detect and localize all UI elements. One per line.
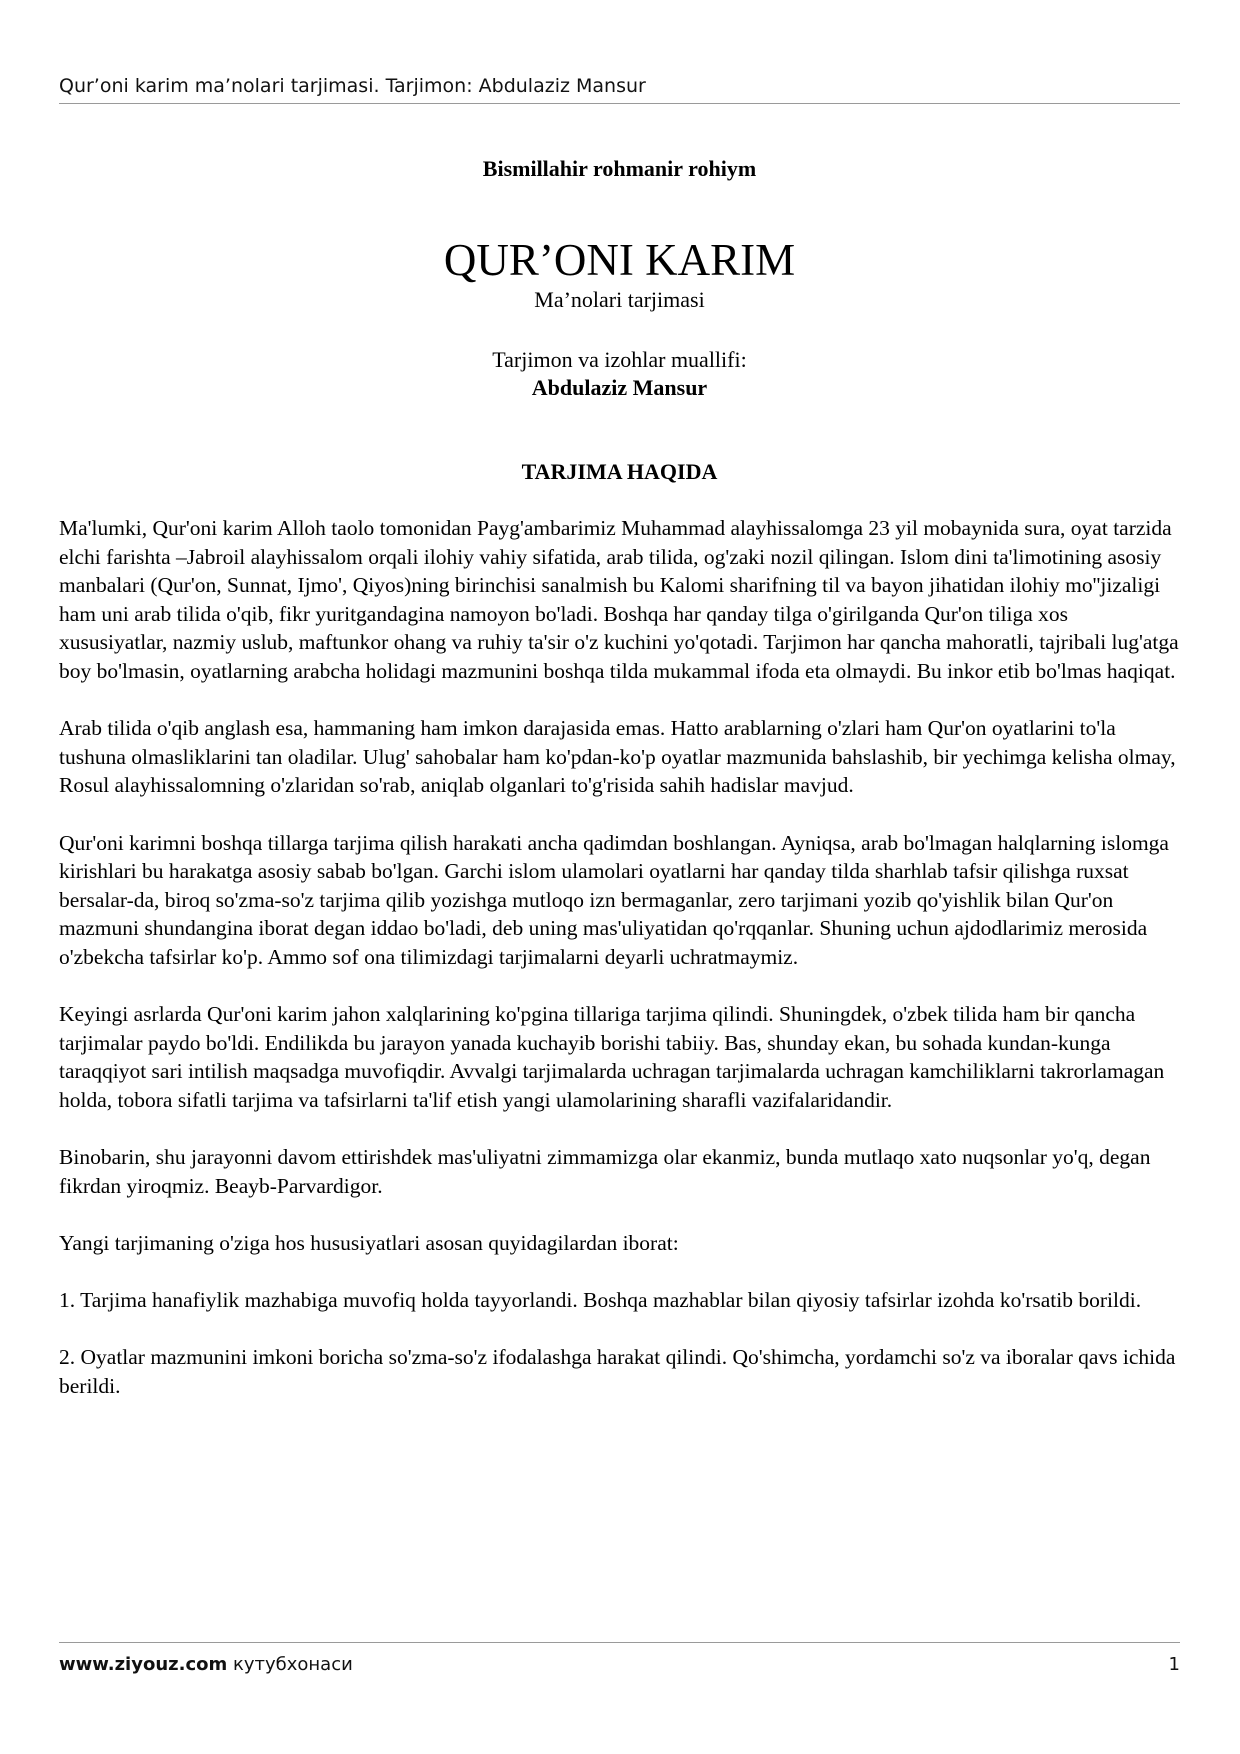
footer-library-label: кутубхонаси xyxy=(232,1654,353,1675)
footer-divider xyxy=(59,1642,1180,1643)
running-header-text: Qur’oni karim ma’nolari tarjimasi. Tarjimon: Abdulaziz Mansur xyxy=(59,75,646,97)
translator-name: Abdulaziz Mansur xyxy=(531,375,708,400)
list-item: 2. Oyatlar mazmunini imkoni boricha so'zma-so'z ifodalashga harakat qilindi. Qo'shimcha, yordamchi so'z va iboralar qavs ichida berildi. xyxy=(59,1345,1176,1398)
section-heading: TARJIMA HAQIDA xyxy=(521,459,718,484)
paragraph: Qur'oni karimni boshqa tillarga tarjima qilish harakati ancha qadimdan boshlangan. Ayniqsa, arab bo'lmagan halqlarning islomga kirishlari bu harakatga asosiy sabab bo'lgan. Garchi islom ulamolari oyatlarni har qanday tilda sharhlab tafsir qilishga ruxsat bersalar-da, biroq so'zma-so'z tarjima qilib yozishga mutloqo izn bermaganlar, zero tarjimani yozib qo'yishlik bilan Qur'on mazmuni shundangina iborat degan iddao bo'ladi, deb uning mas'uliyatidan qo'rqqanlar. Shuning uchun ajdodlarimiz merosida o'zbekcha tafsirlar ko'p. Ammo sof ona tilimizdagi tarjimalarni deyarli uchratmaymiz. xyxy=(59,830,1169,969)
paragraph: Arab tilida o'qib anglash esa, hammaning ham imkon darajasida emas. Hatto arablarning o'zlari ham Qur'on oyatlarini to'la tushuna olmasliklarini tan oladilar. Ulug' sahobalar ham ko'pdan-ko'p oyatlar mazmunida bahslashib, bir yechimga kelisha olmay, Rosul alayhissalomning o'zlaridan so'rab, aniqlab olganlari to'g'risida sahih hadislar mavjud. xyxy=(59,716,1176,798)
header-divider xyxy=(59,103,1180,104)
paragraph: Yangi tarjimaning o'ziga hos hususiyatlari asosan quyidagilardan iborat: xyxy=(59,1230,679,1255)
book-subtitle: Ma’nolari tarjimasi xyxy=(534,287,705,312)
page-number: 1 xyxy=(1168,1654,1180,1675)
paragraph: Keyingi asrlarda Qur'oni karim jahon xalqlarining ko'pgina tillariga tarjima qilindi. Shuningdek, o'zbek tilida ham bir qancha tarjimalar paydo bo'ldi. Endilikda bu jarayon yanada kuchayib borishi tabiiy. Bas, shunday ekan, bu sohada kundan-kunga taraqqiyot sari intilish maqsadga muvofiqdir. Avvalgi tarjimalarda uchragan tarjimalarda uchragan kamchiliklarni takrorlamagan holda, tobora sifatli tarjima va tafsirlarni ta'lif etish yangi ulamolarining sharafli vazifalaridandir. xyxy=(59,1002,1165,1112)
page-footer xyxy=(59,1653,1180,1677)
book-title: QUR’ONI KARIM xyxy=(443,235,796,285)
footer-site-link[interactable]: www.ziyouz.com xyxy=(59,1654,228,1675)
paragraph: Binobarin, shu jarayonni davom ettirishdek mas'uliyatni zimmamizga olar ekanmiz, bunda mutlaqo xato nuqsonlar yo'q, degan fikrdan yiroqmiz. Beayb-Parvardigor. xyxy=(59,1145,1151,1198)
translator-label: Tarjimon va izohlar muallifi: xyxy=(492,347,747,372)
list-item: 1. Tarjima hanafiylik mazhabiga muvofiq holda tayyorlandi. Boshqa mazhablar bilan qiyosiy tafsirlar izohda ko'rsatib borildi. xyxy=(59,1288,1142,1313)
running-header xyxy=(59,74,1180,98)
section-body xyxy=(59,514,1180,1429)
bismillah-line: Bismillahir rohmanir rohiym xyxy=(482,156,757,181)
paragraph: Ma'lumki, Qur'oni karim Alloh taolo tomonidan Payg'ambarimiz Muhammad alayhissalomga 23 yil mobaynida sura, oyat tarzida elchi farishta –Jabroil alayhissalom orqali ilohiy vahiy sifatida, arab tilida, og'zaki nozil qilingan. Islom dini ta'limotining asosiy manbalari (Qur'on, Sunnat, Ijmo', Qiyos)ning birinchisi sanalmish bu Kalomi sharifning til va bayon jihatidan ilohiy mo''jizaligi ham uni arab tilida o'qib, fikr yuritgandagina namoyon bo'ladi. Boshqa har qanday tilga o'girilganda Qur'on tiliga xos xususiyatlar, nazmiy uslub, maftunkor ohang va ruhiy ta'sir o'z kuchini yo'qotadi. Tarjimon har qancha mahoratli, tajribali lug'atga boy bo'lmasin, oyatlarning arabcha holidagi mazmunini boshqa tilda mukammal ifoda eta olmaydi. Bu inkor etib bo'lmas haqiqat. xyxy=(59,516,1179,683)
